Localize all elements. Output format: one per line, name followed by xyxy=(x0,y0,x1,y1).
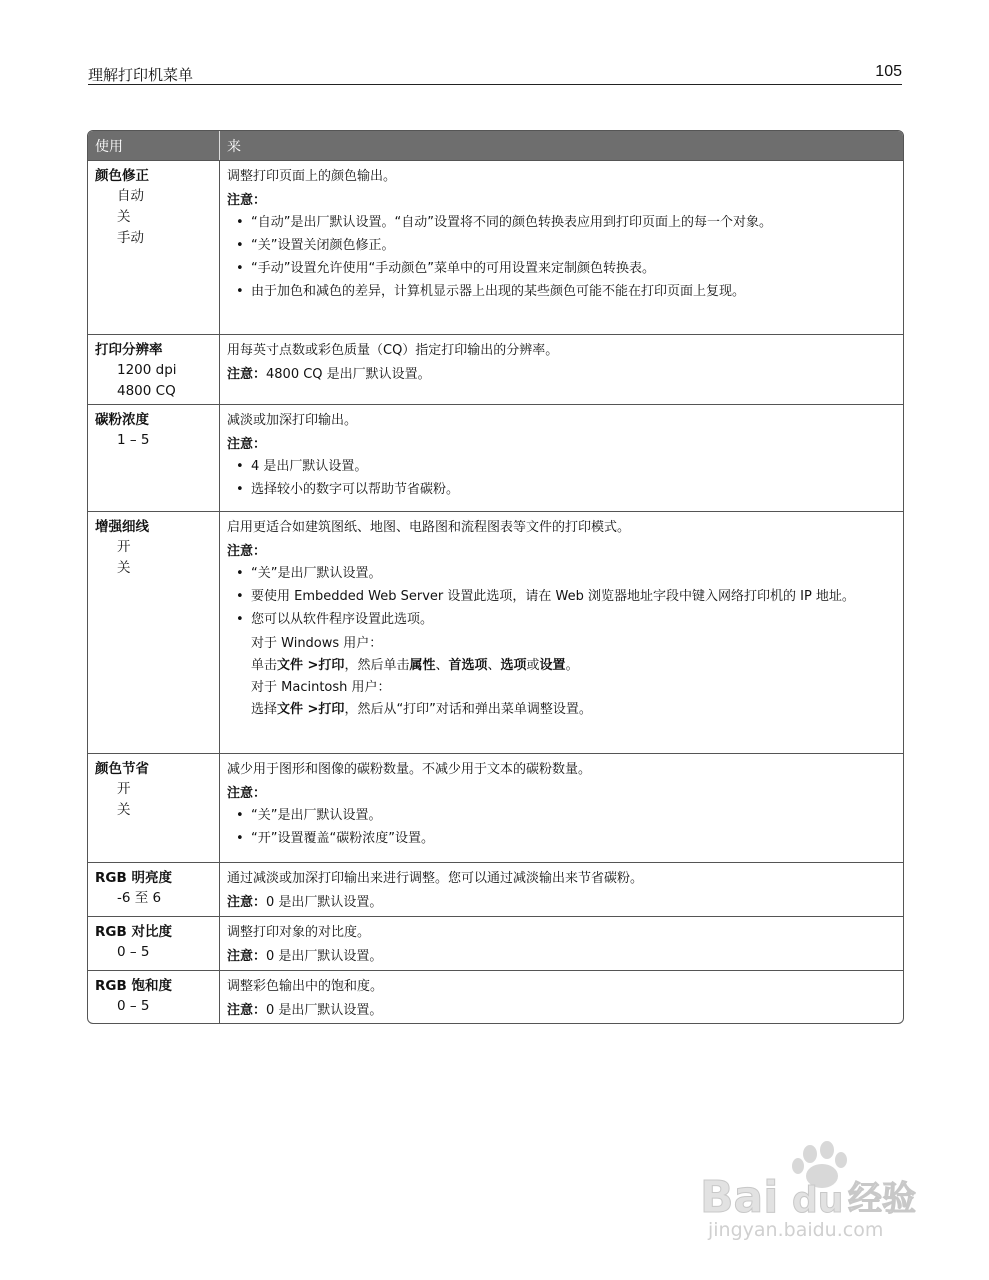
instruction-text: 。 xyxy=(565,658,579,673)
windows-user-label: 对于 Windows 用户： xyxy=(251,636,383,651)
table-row xyxy=(88,160,903,334)
option-name: 颜色节省 xyxy=(95,761,149,777)
option-cell xyxy=(88,405,220,511)
description-text: 启用更适合如建筑图纸、地图、电路图和流程图表等文件的打印模式。 xyxy=(227,520,631,535)
menu-item-setup: 设置 xyxy=(539,658,566,673)
option-name: RGB 饱和度 xyxy=(95,978,172,994)
table-row xyxy=(88,511,903,753)
note xyxy=(227,893,889,912)
option-value: 自动 xyxy=(117,188,144,204)
instruction-text: 或 xyxy=(526,658,540,673)
option-name: 碳粉浓度 xyxy=(95,412,149,428)
option-value: 0 – 5 xyxy=(117,944,150,960)
menu-table xyxy=(87,130,904,1024)
option-name: 打印分辨率 xyxy=(95,342,163,358)
note xyxy=(227,1001,889,1020)
description-text: 调整彩色输出中的饱和度。 xyxy=(227,979,384,994)
note xyxy=(227,365,889,384)
description-text: 减淡或加深打印输出。 xyxy=(227,413,358,428)
option-name: 增强细线 xyxy=(95,519,149,535)
note-label: 注意： xyxy=(227,437,267,452)
option-name: 颜色修正 xyxy=(95,168,149,184)
list-item: • 由于加色和减色的差异，计算机显示器上出现的某些颜色可能不能在打印页面上复现。 xyxy=(227,283,889,300)
column-header-to: 来 xyxy=(227,139,241,155)
column-header-use: 使用 xyxy=(88,131,220,160)
table-row xyxy=(88,916,903,970)
menu-path: 文件 >打印 xyxy=(277,658,345,673)
description-cell xyxy=(220,971,903,1023)
table-row xyxy=(88,970,903,1023)
description-text: 调整打印页面上的颜色输出。 xyxy=(227,169,397,184)
option-value: 关 xyxy=(117,209,131,225)
note-label: 注意： xyxy=(227,895,267,910)
menu-path: 文件 >打印 xyxy=(277,702,345,717)
baidu-jingyan-watermark xyxy=(700,1140,930,1240)
option-value: 开 xyxy=(117,781,131,797)
table-row xyxy=(88,334,903,404)
menu-item-preferences: 首选项 xyxy=(448,658,488,673)
option-cell xyxy=(88,917,220,970)
description-cell xyxy=(220,335,903,404)
watermark-brand: Bai xyxy=(700,1172,779,1223)
note-label: 注意： xyxy=(227,544,267,559)
description-cell xyxy=(220,512,903,753)
mac-instructions xyxy=(227,700,889,719)
note-label: 注意： xyxy=(227,193,267,208)
mac-user-label: 对于 Macintosh 用户： xyxy=(251,680,391,695)
table-row xyxy=(88,404,903,511)
note-text: 0 是出厂默认设置。 xyxy=(266,949,383,964)
watermark-url: jingyan.baidu.com xyxy=(708,1219,884,1240)
description-cell xyxy=(220,754,903,862)
header-title: 理解打印机菜单 xyxy=(88,66,194,84)
instruction-text: ，然后从“打印”对话和弹出菜单调整设置。 xyxy=(344,702,592,717)
description-cell xyxy=(220,161,903,334)
option-value: 0 – 5 xyxy=(117,998,150,1014)
note-label: 注意： xyxy=(227,1003,267,1018)
option-value: 4800 CQ xyxy=(117,383,176,399)
menu-item-options: 选项 xyxy=(500,658,527,673)
option-value: 1 – 5 xyxy=(117,432,150,448)
instruction-text: 单击 xyxy=(251,658,278,673)
note-text: 0 是出厂默认设置。 xyxy=(266,1003,383,1018)
note-label: 注意： xyxy=(227,367,267,382)
option-value: 关 xyxy=(117,802,131,818)
option-name: RGB 对比度 xyxy=(95,924,172,940)
table-row xyxy=(88,753,903,862)
menu-item-properties: 属性 xyxy=(409,658,436,673)
description-text: 用每英寸点数或彩色质量（CQ）指定打印输出的分辨率。 xyxy=(227,343,559,358)
note-label: 注意： xyxy=(227,786,267,801)
option-value: 手动 xyxy=(117,230,144,246)
list-item: • “开”设置覆盖“碳粉浓度”设置。 xyxy=(227,830,889,847)
page-number: 105 xyxy=(875,63,902,80)
description-text: 减少用于图形和图像的碳粉数量。不减少用于文本的碳粉数量。 xyxy=(227,762,592,777)
note-label: 注意： xyxy=(227,949,267,964)
table-header-row xyxy=(88,131,903,160)
instruction-text: 选择 xyxy=(251,702,278,717)
description-text: 通过减淡或加深打印输出来进行调整。您可以通过减淡输出来节省碳粉。 xyxy=(227,871,644,886)
list-item: • “自动”是出厂默认设置。“自动”设置将不同的颜色转换表应用到打印页面上的每一个对象。 xyxy=(227,214,889,231)
option-value: 开 xyxy=(117,539,131,555)
list-item: • 要使用 Embedded Web Server 设置此选项，请在 Web 浏览器地址字段中键入网络打印机的 IP 地址。 xyxy=(227,588,889,605)
note xyxy=(227,947,889,966)
note-text: 0 是出厂默认设置。 xyxy=(266,895,383,910)
instruction-text: 、 xyxy=(487,658,501,673)
option-cell xyxy=(88,512,220,753)
windows-instructions xyxy=(227,656,889,675)
watermark-brand-du: du xyxy=(792,1180,844,1221)
list-item: • “关”是出厂默认设置。 xyxy=(227,565,889,582)
table-row xyxy=(88,862,903,916)
note-list xyxy=(227,214,889,300)
option-value: 1200 dpi xyxy=(117,362,177,378)
description-cell xyxy=(220,863,903,916)
option-name: RGB 明亮度 xyxy=(95,870,172,886)
description-cell xyxy=(220,405,903,511)
list-item: • “关”设置关闭颜色修正。 xyxy=(227,237,889,254)
instruction-text: ，然后单击 xyxy=(344,658,410,673)
option-cell xyxy=(88,161,220,334)
option-value: 关 xyxy=(117,560,131,576)
option-cell xyxy=(88,971,220,1023)
note-list xyxy=(227,807,889,847)
note-list xyxy=(227,458,889,498)
description-cell xyxy=(220,917,903,970)
page-header xyxy=(88,62,902,85)
instruction-text: 、 xyxy=(435,658,449,673)
option-cell xyxy=(88,754,220,862)
option-cell xyxy=(88,335,220,404)
list-item: • “关”是出厂默认设置。 xyxy=(227,807,889,824)
option-value: -6 至 6 xyxy=(117,890,162,906)
option-cell xyxy=(88,863,220,916)
list-item: • 您可以从软件程序设置此选项。 xyxy=(227,611,889,628)
list-item: • “手动”设置允许使用“手动颜色”菜单中的可用设置来定制颜色转换表。 xyxy=(227,260,889,277)
note-text: 4800 CQ 是出厂默认设置。 xyxy=(266,367,431,382)
list-item: • 4 是出厂默认设置。 xyxy=(227,458,889,475)
note-list xyxy=(227,565,889,628)
list-item: • 选择较小的数字可以帮助节省碳粉。 xyxy=(227,481,889,498)
description-text: 调整打印对象的对比度。 xyxy=(227,925,371,940)
watermark-cn: 经验 xyxy=(848,1179,916,1219)
